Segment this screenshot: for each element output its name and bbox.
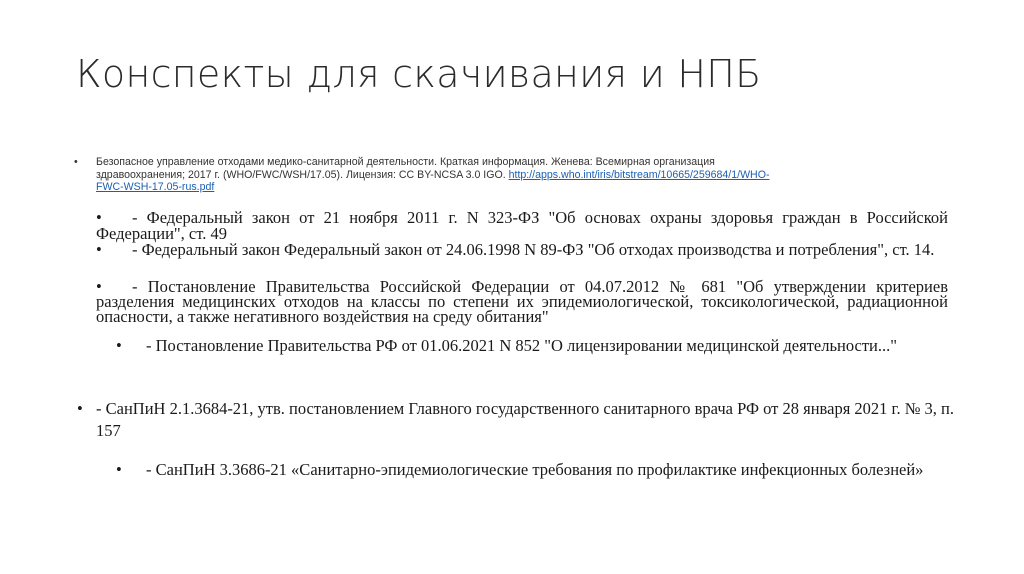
list-item <box>96 210 948 242</box>
list-item <box>77 398 957 442</box>
who-pdf-link[interactable]: http://apps.who.int/iris/bitstream/10665/259684/1/WHO-FWC-WSH-17.05-rus.pdf <box>96 168 770 193</box>
bullet: • <box>116 460 122 479</box>
list-item-text: - Постановление Правительства РФ от 01.06.2021 N 852 "О лицензировании медицинской деятельности..." <box>146 336 897 355</box>
list-item-text: - Федеральный закон от 21 ноября 2011 г. N 323-ФЗ "Об основах охраны здоровья граждан в Российской Федерации", ст. 49 <box>96 208 948 243</box>
list-item-body <box>96 156 794 194</box>
bullet: • <box>96 277 102 296</box>
bullet: • <box>96 240 102 259</box>
bullet: • <box>74 156 78 168</box>
list-item <box>116 459 948 481</box>
list-item <box>96 242 948 258</box>
bullet: • <box>116 336 122 355</box>
bullet: • <box>96 208 102 227</box>
bullet: • <box>77 399 83 418</box>
list-item-text: - СанПиН 2.1.3684-21, утв. постановлением Главного государственного санитарного врача РФ от 28 января 2021 г. № 3, п. 157 <box>96 399 955 440</box>
slide-title: Конспекты для скачивания и НПБ <box>76 52 762 96</box>
list-item <box>96 279 948 324</box>
list-item-text: - СанПиН 3.3686-21 «Санитарно-эпидемиологические требования по профилактике инфекционных болезней» <box>146 460 924 479</box>
list-item-text: - Постановление Правительства Российской Федерации от 04.07.2012 № 681 "Об утверждении критериев разделения медицинских отходов на классы по степени их эпидемиологической, токсикологической, радиационной опасности, а также негативного воздействия на среду обитания" <box>96 277 948 326</box>
list-item <box>116 335 948 357</box>
list-item-text: Безопасное управление отходами медико-санитарной деятельности. Краткая информация. Женева: Всемирная организация здравоохранения; 2017 г. (WHO/FWC/WSH/17.05). Лицензия: CC BY-NCSA 3.0 IGO. <box>96 156 715 181</box>
list-item <box>74 156 794 194</box>
list-item-text: - Федеральный закон Федеральный закон от 24.06.1998 N 89-ФЗ "Об отходах производства и потребления", ст. 14. <box>132 240 935 259</box>
